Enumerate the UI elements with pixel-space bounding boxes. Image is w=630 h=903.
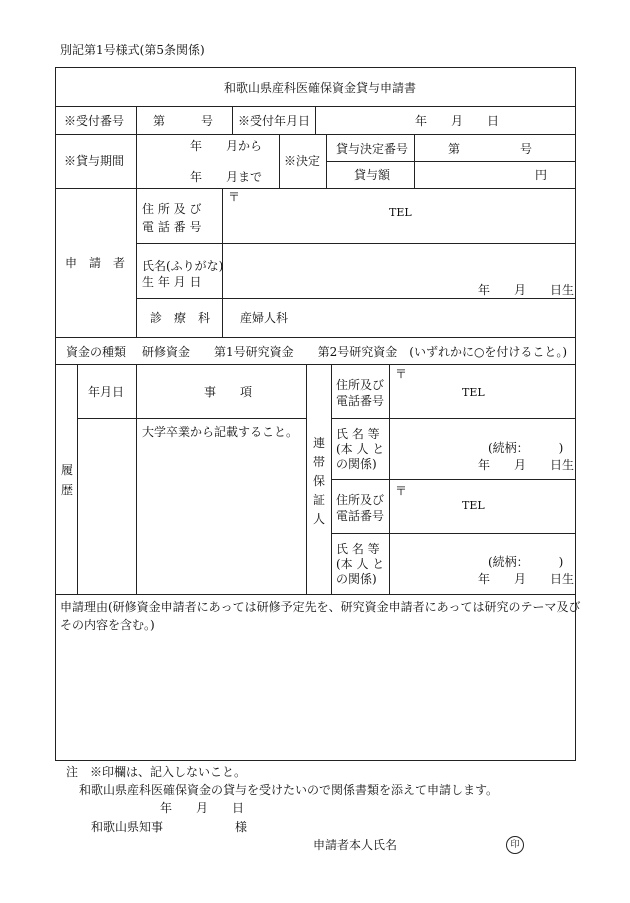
decision-number-value[interactable]: 第 号 (448, 142, 533, 156)
guarantor2-name-label: 氏 名 等 (本 人 と の関係) (336, 542, 385, 586)
reception-number-value[interactable]: 第 号 (153, 114, 214, 128)
guarantor2-birth-date[interactable]: 年 月 日生 (478, 572, 575, 586)
reason-input-area[interactable] (58, 636, 573, 756)
reception-date-value[interactable]: 年 月 日 (415, 114, 500, 128)
guarantor1-relation[interactable]: (続柄： ) (488, 441, 564, 455)
loan-amount-label: 貸与額 (354, 168, 391, 182)
guarantor2-address-label: 住所及び 電話番号 (336, 493, 385, 523)
reception-number-label: ※受付番号 (64, 114, 125, 128)
reason-label: 申請理由(研修資金申請者にあっては研修予定先を、研究資金申請者にあっては研究のテーマ及び (60, 600, 581, 614)
guarantor1-birth-date[interactable]: 年 月 日生 (478, 458, 575, 472)
guarantor1-tel[interactable]: TEL (462, 386, 485, 399)
decision-number-label: 貸与決定番号 (336, 142, 409, 156)
form-reference: 別記第1号様式(第5条関係) (60, 43, 205, 57)
loan-period-from[interactable]: 年 月から (190, 139, 263, 153)
applicant-name-label: 氏名(ふりがな) 生 年 月 日 (142, 259, 224, 289)
footer-date[interactable]: 年 月 日 (160, 801, 245, 815)
applicant-section-label: 申 請 者 (65, 256, 126, 270)
reception-date-label: ※受付年月日 (238, 114, 311, 128)
applicant-birth-date[interactable]: 年 月 日生 (478, 283, 575, 297)
guarantor1-address-label: 住所及び 電話番号 (336, 378, 385, 408)
history-date-header: 年月日 (88, 385, 125, 399)
decision-label: ※決定 (284, 154, 321, 168)
applicant-postal-mark: 〒 (228, 190, 241, 204)
fund-type-label: 資金の種類 (66, 345, 127, 359)
history-item-header: 事 項 (204, 385, 253, 399)
history-note: 大学卒業から記載すること。 (142, 425, 299, 439)
guarantor2-relation[interactable]: (続柄： ) (488, 555, 564, 569)
loan-period-to[interactable]: 年 月まで (190, 170, 263, 184)
loan-period-label: ※貸与期間 (64, 154, 125, 168)
department-label: 診 療 科 (150, 311, 211, 325)
form-title: 和歌山県産科医確保資金貸与申請書 (224, 81, 417, 95)
department-value[interactable]: 産婦人科 (240, 311, 289, 325)
guarantor1-name-label: 氏 名 等 (本 人 と の関係) (336, 427, 385, 471)
loan-amount-unit: 円 (535, 168, 548, 182)
footer-note: 注 ※印欄は、記入しないこと。 (66, 765, 247, 779)
guarantor1-postal-mark: 〒 (395, 367, 408, 381)
guarantor2-tel[interactable]: TEL (462, 499, 485, 512)
footer-signer-label: 申請者本人氏名 (313, 838, 398, 852)
guarantor2-postal-mark: 〒 (395, 484, 408, 498)
fund-type-options[interactable]: 研修資金 第1号研究資金 第2号研究資金 (いずれかに○を付けること。) (142, 345, 568, 359)
history-label: 履 歴 (60, 463, 73, 497)
reason-label-cont: その内容を含む。) (60, 618, 155, 632)
applicant-address-label: 住 所 及 び 電 話 番 号 (142, 202, 202, 234)
guarantor-label: 連 帯 保 証 人 (312, 436, 325, 526)
footer-addressee: 和歌山県知事 様 (91, 820, 248, 834)
footer-statement: 和歌山県産科医確保資金の貸与を受けたいので関係書類を添えて申請します。 (79, 783, 499, 797)
applicant-tel[interactable]: TEL (389, 206, 412, 219)
seal-icon[interactable]: 印 (506, 836, 524, 854)
